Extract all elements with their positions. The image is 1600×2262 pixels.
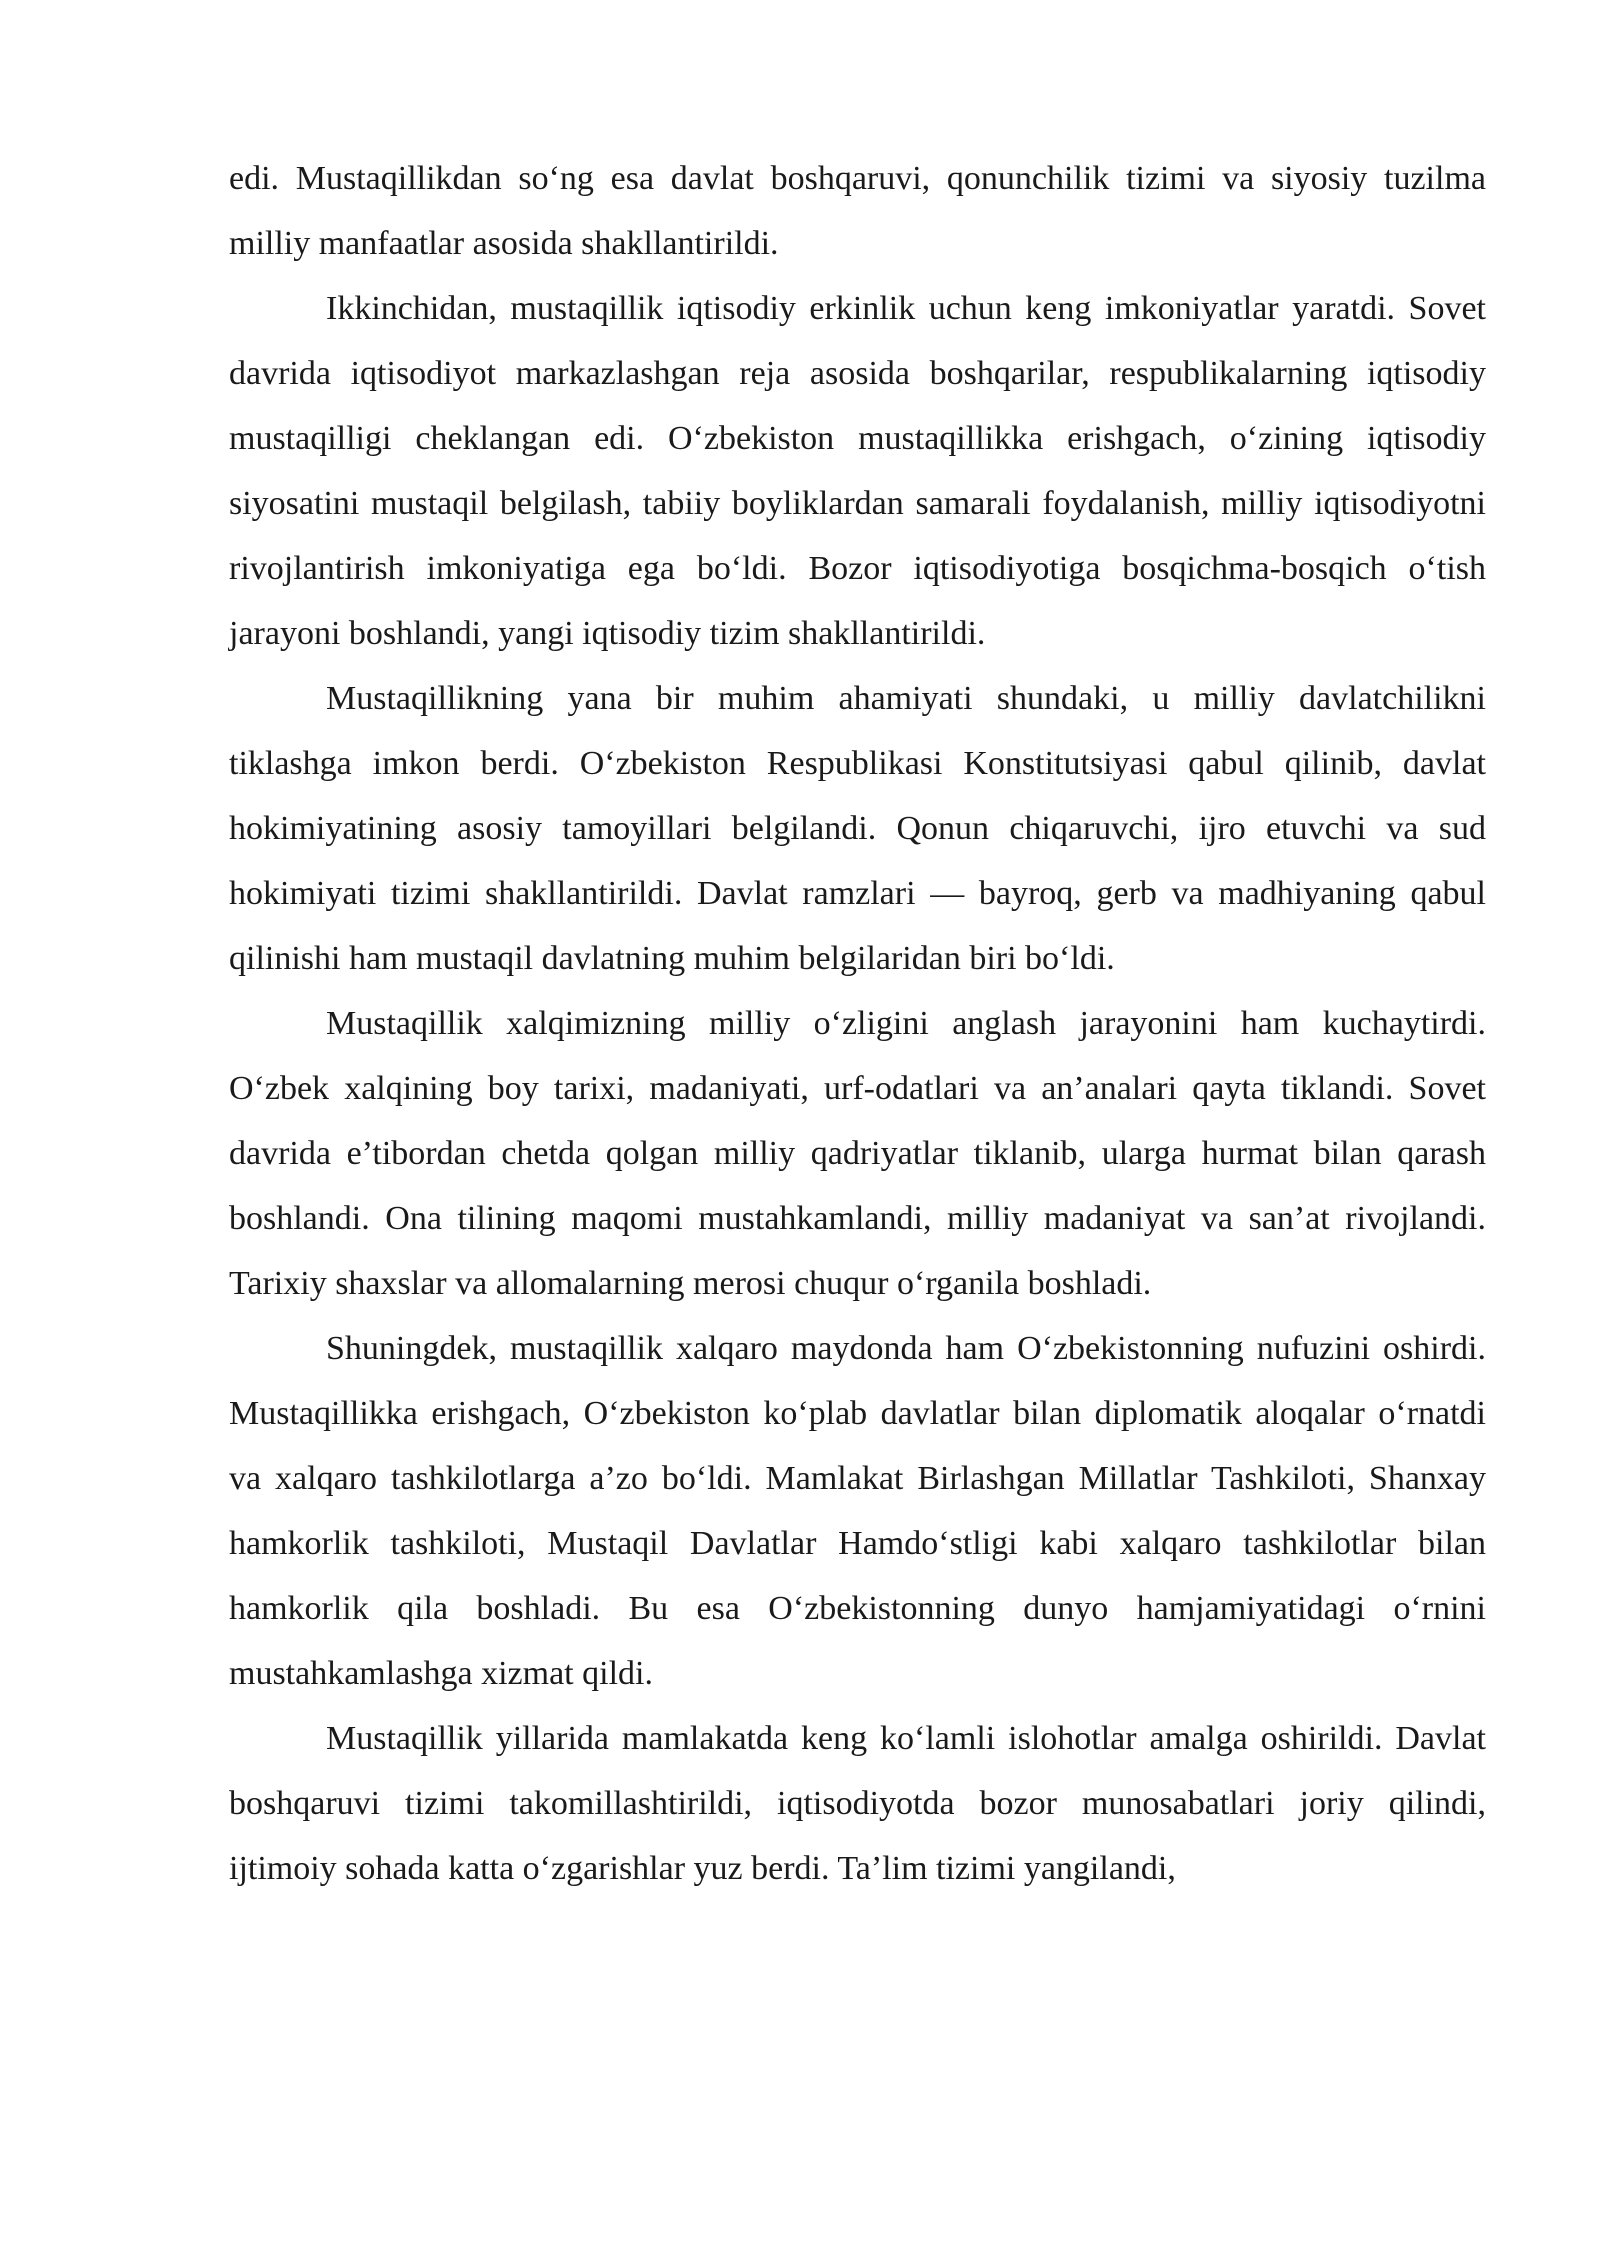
paragraph-continued: edi. Mustaqillikdan so‘ng esa davlat boshqaruvi, qonunchilik tizimi va siyosiy tuzilma milliy manfaatlar asosida shakllantirildi. — [229, 160, 1486, 262]
paragraph-reforms: Mustaqillik yillarida mamlakatda keng ko‘lamli islohotlar amalga oshirildi. Davlat boshqaruvi tizimi takomillashtirildi, iqtisodiyotda bozor munosabatlari joriy qilindi, ijtimoiy sohada katta o‘zgarishlar yuz berdi. Ta’lim tizimi yangilandi, — [229, 1720, 1486, 1887]
document-page — [229, 146, 1486, 1901]
paragraph-economic-freedom: Ikkinchidan, mustaqillik iqtisodiy erkinlik uchun keng imkoniyatlar yaratdi. Sovet davrida iqtisodiyot markazlashgan reja asosida boshqarilar, respublikalarning iqtisodiy mustaqilligi cheklangan edi. O‘zbekiston mustaqillikka erishgach, o‘zining iqtisodiy siyosatini mustaqil belgilash, tabiiy boyliklardan samarali foydalanish, milliy iqtisodiyotni rivojlantirish imkoniyatiga ega bo‘ldi. Bozor iqtisodiyotiga bosqichma-bosqich o‘tish jarayoni boshlandi, yangi iqtisodiy tizim shakllantirildi. — [229, 290, 1486, 652]
paragraph-statehood: Mustaqillikning yana bir muhim ahamiyati shundaki, u milliy davlatchilikni tiklashga imkon berdi. O‘zbekiston Respublikasi Konstitutsiyasi qabul qilinib, davlat hokimiyatining asosiy tamoyillari belgilandi. Qonun chiqaruvchi, ijro etuvchi va sud hokimiyati tizimi shakllantirildi. Davlat ramzlari — bayroq, gerb va madhiyaning qabul qilinishi ham mustaqil davlatning muhim belgilaridan biri bo‘ldi. — [229, 680, 1486, 977]
paragraph-international-prestige: Shuningdek, mustaqillik xalqaro maydonda ham O‘zbekistonning nufuzini oshirdi. Mustaqillikka erishgach, O‘zbekiston ko‘plab davlatlar bilan diplomatik aloqalar o‘rnatdi va xalqaro tashkilotlarga a’zo bo‘ldi. Mamlakat Birlashgan Millatlar Tashkiloti, Shanxay hamkorlik tashkiloti, Mustaqil Davlatlar Hamdo‘stligi kabi xalqaro tashkilotlar bilan hamkorlik qila boshladi. Bu esa O‘zbekistonning dunyo hamjamiyatidagi o‘rnini mustahkamlashga xizmat qildi. — [229, 1330, 1486, 1692]
paragraph-national-identity: Mustaqillik xalqimizning milliy o‘zligini anglash jarayonini ham kuchaytirdi. O‘zbek xalqining boy tarixi, madaniyati, urf-odatlari va an’analari qayta tiklandi. Sovet davrida e’tibordan chetda qolgan milliy qadriyatlar tiklanib, ularga hurmat bilan qarash boshlandi. Ona tilining maqomi mustahkamlandi, milliy madaniyat va san’at rivojlandi. Tarixiy shaxslar va allomalarning merosi chuqur o‘rganila boshladi. — [229, 1005, 1486, 1302]
